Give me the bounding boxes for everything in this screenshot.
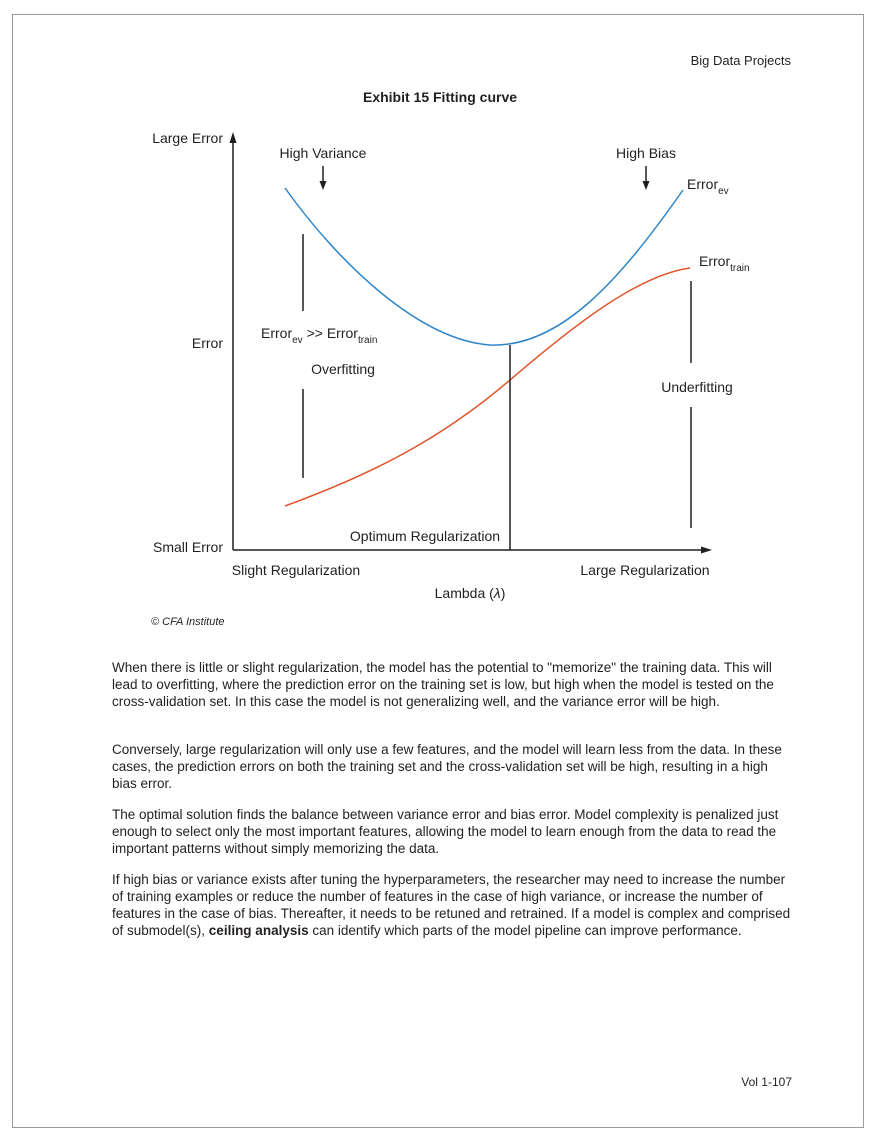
optimum-label: Optimum Regularization bbox=[349, 528, 501, 544]
error-ev-curve bbox=[285, 188, 683, 345]
paragraph-1: When there is little or slight regularization, the model has the potential to "memorize" the training data. This will lead to overfitting, where the prediction error on the training set is low, but high when the model is tested on the cross-validation set. In this case the model is not generalizing well, and the variance error will be high. bbox=[112, 660, 774, 709]
copyright-credit: © CFA Institute bbox=[151, 616, 225, 628]
x-axis-title: Lambda (λ) bbox=[434, 585, 506, 601]
gap-label: Error$_{ev}$ >> Error$_{train}$ bbox=[261, 325, 378, 346]
y-label-error: Error bbox=[191, 335, 223, 351]
overfitting-label: Overfitting bbox=[311, 361, 375, 377]
x-axis-arrowhead bbox=[701, 547, 712, 554]
high-bias-arrowhead bbox=[643, 181, 650, 190]
paragraph-2: Conversely, large regularization will only use a few features, and the model will learn less from the data. In these cases, the prediction errors on both the training set and the cross-validation set will be high, resulting in a high bias error. bbox=[112, 742, 782, 791]
page-number: Vol 1-107 bbox=[741, 1075, 792, 1089]
underfitting-label: Underfitting bbox=[661, 379, 733, 395]
high-variance-arrowhead bbox=[320, 181, 327, 190]
error-ev-label: Error$_{ev}$ bbox=[687, 176, 729, 197]
high-bias-label: High Bias bbox=[616, 145, 676, 161]
paragraph-3: The optimal solution finds the balance between variance error and bias error. Model complexity is penalized just enough to select only the most important features, allowing the model to learn enough from the data to read the important patterns without simply memorizing the data. bbox=[112, 807, 779, 856]
error-train-curve bbox=[285, 268, 690, 506]
x-label-large-regularization: Large Regularization bbox=[580, 562, 710, 578]
x-label-slight-regularization: Slight Regularization bbox=[231, 562, 361, 578]
paragraph-4 bbox=[112, 871, 792, 939]
paragraph-4-text-start: If high bias or variance exists after tuning the hyperparameters, the researcher may need to increase the number of training examples or reduce the number of features in the case of high variance, or increase the number of features in the case of bias. Thereafter, it needs to be retuned and retrained. If a model is complex and comprised of submodel(s), bbox=[112, 872, 791, 938]
y-axis-arrowhead bbox=[230, 132, 237, 143]
paragraph-4-text-end: can identify which parts of the model pipeline can improve performance. bbox=[308, 923, 742, 938]
running-head: Big Data Projects bbox=[690, 53, 791, 68]
y-label-large-error: Large Error bbox=[152, 130, 223, 146]
high-variance-label: High Variance bbox=[279, 145, 367, 161]
y-label-small-error: Small Error bbox=[152, 539, 223, 555]
ceiling-analysis-term: ceiling analysis bbox=[208, 923, 309, 938]
error-train-label: Error$_{train}$ bbox=[699, 253, 750, 274]
exhibit-title: Exhibit 15 Fitting curve bbox=[362, 89, 518, 105]
